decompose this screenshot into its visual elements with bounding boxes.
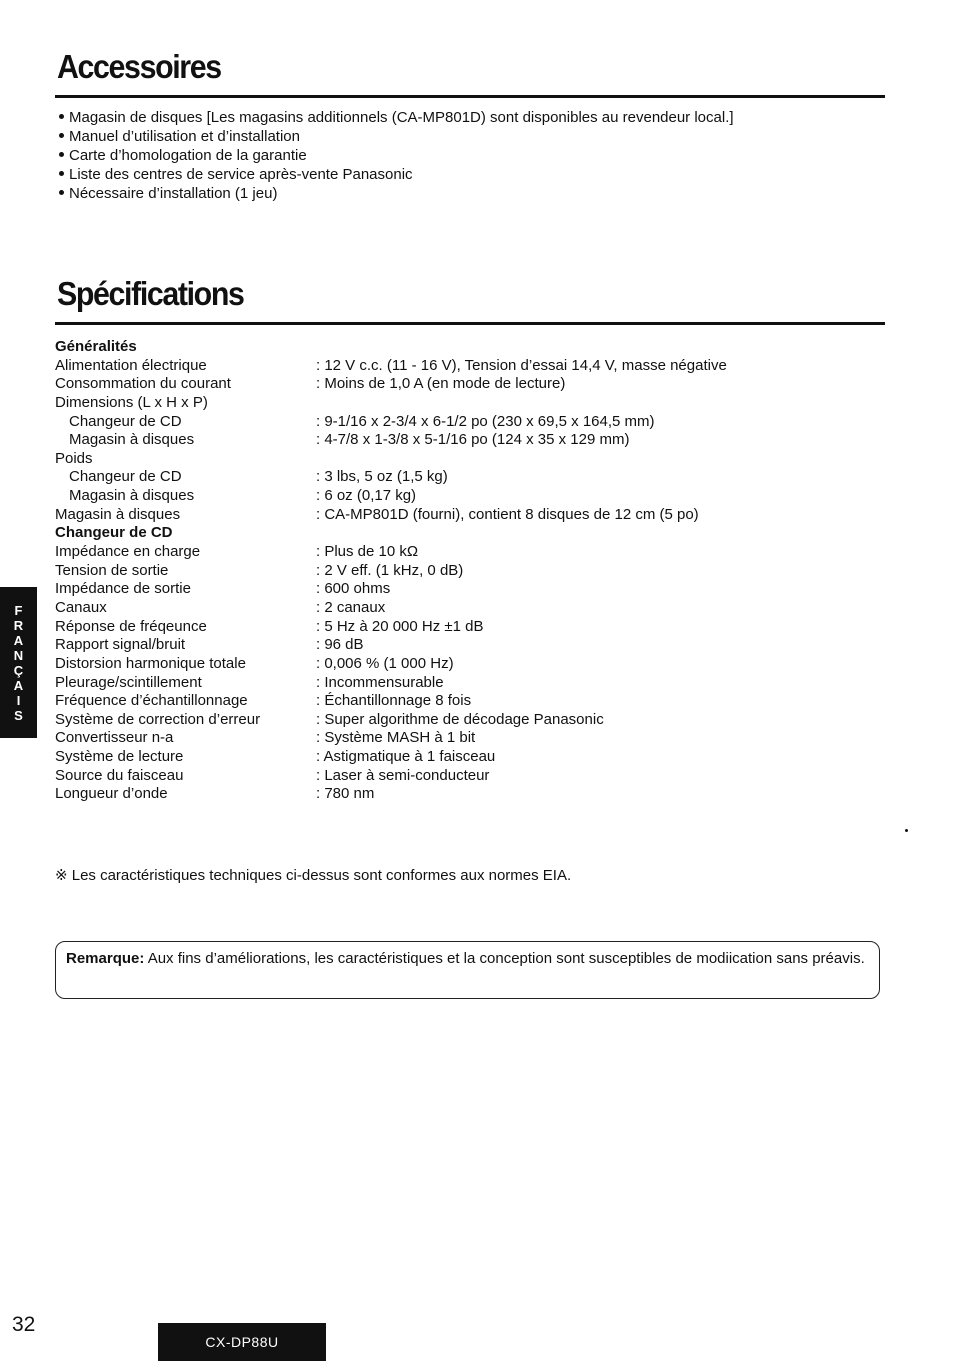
spec-label: Système de correction d’erreur — [55, 710, 261, 728]
accessory-text: Manuel d’utilisation et d’installation — [69, 128, 300, 145]
spec-label: Distorsion harmonique totale — [55, 654, 246, 672]
spec-label: Impédance en charge — [55, 543, 201, 561]
spec-value: : 96 dB — [316, 636, 364, 654]
spec-label: Longueur d’onde — [55, 785, 168, 803]
spec-value: : Système MASH à 1 bit — [316, 729, 476, 747]
spec-row — [55, 375, 815, 394]
footnote: ※ Les caractéristiques techniques ci-dessus sont conformes aux normes EIA. — [55, 867, 572, 884]
remark-box — [55, 941, 880, 999]
language-tab-letter: A — [13, 677, 24, 693]
print-speck — [905, 829, 908, 832]
language-tab-letter: Ç — [13, 662, 24, 678]
spec-row — [55, 692, 815, 711]
spec-row — [55, 487, 815, 506]
language-tab-francais — [0, 587, 37, 738]
page-number: 32 — [12, 1313, 36, 1336]
spec-row — [55, 431, 815, 450]
spec-value: : 600 ohms — [316, 580, 391, 598]
spec-row — [55, 767, 815, 786]
spec-row — [55, 357, 815, 376]
spec-label: Convertisseur n-a — [55, 729, 174, 747]
spec-row — [55, 394, 815, 413]
spec-label: Changeur de CD — [55, 524, 173, 542]
spec-row — [55, 711, 815, 730]
spec-label: Magasin à disques — [55, 505, 181, 523]
bullet-icon — [59, 190, 64, 195]
spec-label: Canaux — [55, 598, 107, 616]
accessories-title: Accessoires — [57, 48, 221, 85]
language-tab-letter: S — [14, 707, 23, 723]
specifications-table — [55, 338, 815, 804]
spec-value: : Incommensurable — [316, 673, 444, 691]
spec-value: : 2 canaux — [316, 598, 386, 616]
spec-value: : 4-7/8 x 1-3/8 x 5-1/16 po (124 x 35 x 129 mm) — [316, 431, 630, 449]
spec-label: Réponse de fréqeunce — [55, 617, 207, 635]
language-tab-letter: I — [16, 692, 21, 708]
spec-row — [55, 580, 815, 599]
spec-row — [55, 413, 815, 432]
spec-row — [55, 543, 815, 562]
spec-row — [55, 655, 815, 674]
bullet-icon — [59, 114, 64, 119]
spec-row — [55, 785, 815, 804]
spec-label: Impédance de sortie — [55, 580, 191, 598]
specifications-title: Spécifications — [57, 275, 244, 312]
spec-value: : Super algorithme de décodage Panasonic — [316, 710, 604, 728]
accessory-item — [59, 108, 734, 127]
bullet-icon — [59, 133, 64, 138]
spec-label: Magasin à disques — [69, 431, 195, 449]
language-tab-letter: F — [14, 602, 23, 618]
spec-label: Rapport signal/bruit — [55, 636, 186, 654]
spec-value: : 2 V eff. (1 kHz, 0 dB) — [316, 561, 464, 579]
spec-row — [55, 506, 815, 525]
spec-row — [55, 674, 815, 693]
accessory-item — [59, 184, 734, 203]
bullet-icon — [59, 171, 64, 176]
spec-row — [55, 599, 815, 618]
remark-label: Remarque: — [66, 950, 145, 967]
spec-label: Dimensions (L x H x P) — [55, 393, 208, 411]
spec-value: : 3 lbs, 5 oz (1,5 kg) — [316, 468, 448, 486]
spec-value: : CA-MP801D (fourni), contient 8 disques de 12 cm (5 po) — [316, 505, 699, 523]
spec-value: : Astigmatique à 1 faisceau — [316, 748, 496, 766]
language-tab-letter: R — [13, 617, 24, 633]
spec-label: Tension de sortie — [55, 561, 169, 579]
spec-label: Magasin à disques — [69, 487, 195, 505]
bullet-icon — [59, 152, 64, 157]
accessories-list — [59, 108, 734, 203]
spec-section-heading — [55, 524, 815, 543]
model-label: CX-DP88U — [158, 1323, 326, 1361]
accessory-item — [59, 165, 734, 184]
spec-value: : Échantillonnage 8 fois — [316, 692, 472, 710]
language-tab-letter: N — [13, 647, 24, 663]
specifications-rule — [55, 322, 885, 325]
remark-text: Aux fins d’améliorations, les caractéristiques et la conception sont susceptibles de modiication sans préavis. — [144, 950, 865, 967]
spec-label: Alimentation électrique — [55, 356, 207, 374]
spec-label: Changeur de CD — [69, 412, 182, 430]
spec-label: Système de lecture — [55, 748, 184, 766]
accessory-item — [59, 127, 734, 146]
spec-row — [55, 636, 815, 655]
spec-label: Poids — [55, 449, 93, 467]
spec-label: Généralités — [55, 338, 137, 355]
accessory-text: Nécessaire d’installation (1 jeu) — [69, 185, 278, 202]
spec-label: Changeur de CD — [69, 468, 182, 486]
spec-value: : 12 V c.c. (11 - 16 V), Tension d’essai 14,4 V, masse négative — [316, 356, 727, 374]
accessories-rule — [55, 95, 885, 98]
spec-label: Fréquence d’échantillonnage — [55, 692, 248, 710]
spec-value: : Plus de 10 kΩ — [316, 543, 419, 561]
spec-label: Pleurage/scintillement — [55, 673, 202, 691]
spec-section-heading — [55, 338, 815, 357]
accessory-text: Liste des centres de service après-vente Panasonic — [69, 166, 413, 183]
spec-value: : 0,006 % (1 000 Hz) — [316, 654, 454, 672]
spec-row — [55, 729, 815, 748]
spec-row — [55, 562, 815, 581]
spec-label: Consommation du courant — [55, 375, 231, 393]
spec-row — [55, 748, 815, 767]
spec-value: : Moins de 1,0 A (en mode de lecture) — [316, 375, 566, 393]
language-tab-letter: A — [13, 632, 24, 648]
accessory-text: Magasin de disques [Les magasins additionnels (CA-MP801D) sont disponibles au revendeur local.] — [69, 109, 734, 126]
spec-label: Source du faisceau — [55, 766, 184, 784]
spec-value: : 6 oz (0,17 kg) — [316, 487, 417, 505]
accessory-item — [59, 146, 734, 165]
spec-row — [55, 450, 815, 469]
spec-value: : 9-1/16 x 2-3/4 x 6-1/2 po (230 x 69,5 x 164,5 mm) — [316, 412, 655, 430]
spec-value: : 5 Hz à 20 000 Hz ±1 dB — [316, 617, 484, 635]
spec-value: : 780 nm — [316, 785, 375, 803]
accessory-text: Carte d’homologation de la garantie — [69, 147, 307, 164]
spec-row — [55, 468, 815, 487]
spec-row — [55, 618, 815, 637]
spec-value: : Laser à semi-conducteur — [316, 766, 490, 784]
